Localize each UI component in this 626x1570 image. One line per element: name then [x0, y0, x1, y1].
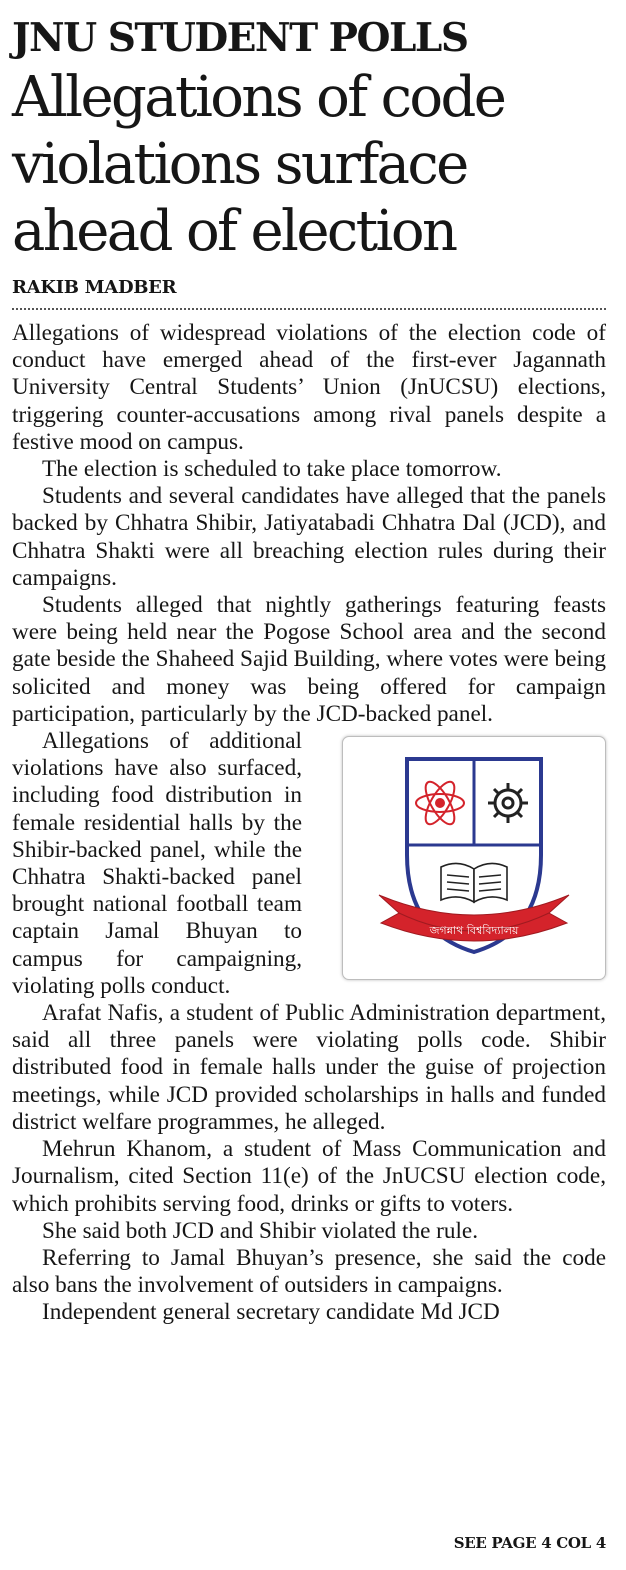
kicker: JNU STUDENT POLLS [12, 15, 468, 61]
paragraph-2: The election is scheduled to take place tomorrow. [42, 456, 502, 483]
paragraph-9: Referring to Jamal Bhuyan’s presence, she said the code also bans the involvement of outsiders in campaigns. [12, 1244, 606, 1299]
article-body [12, 320, 606, 1327]
article [12, 0, 606, 1327]
logo-banner-text: জগন্নাথ বিশ্ববিদ্যালয় [429, 924, 519, 938]
university-logo [342, 736, 606, 980]
paragraph-7: Mehrun Khanom, a student of Mass Communication and Journalism, cited Section 11(e) of the JnUCSU election code, which prohibits serving food, drinks or gifts to voters. [12, 1136, 606, 1217]
paragraph-4: Students alleged that nightly gatherings featuring feasts were being held near the Pogose School area and the second gate beside the Shaheed Sajid Building, where votes were being solicited and money was being offered for campaign participation, particularly by the JCD-backed panel. [12, 592, 606, 727]
paragraph-5: Allegations of additional violations have also surfaced, including food distribution in female residential halls by the Shibir-backed panel, while the Chhatra Shakti-backed panel brought national football team captain Jamal Bhuyan to campus for campaigning, violating polls conduct. [12, 728, 302, 999]
paragraph-3: Students and several candidates have alleged that the panels backed by Chhatra Shibir, Jatiyatabadi Chhatra Dal (JCD), and Chhatra Shakti were all breaching election rules during their campaigns. [12, 483, 606, 591]
byline: RAKIB MADBER [12, 277, 177, 298]
paragraph-10: Independent general secretary candidate Md JCD [42, 1299, 500, 1326]
paragraph-6: Arafat Nafis, a student of Public Administration department, said all three panels were violating polls code. Shibir distributed food in female halls under the guise of projection meetings, while JCD provided scholarships in halls and funded district welfare programmes, he alleged. [12, 1000, 606, 1135]
paragraph-1: Allegations of widespread violations of the election code of conduct have emerged ahead of the first-ever Jagannath University Central Students’ Union (JnUCSU) elections, triggering counter-accusations among rival panels despite a festive mood on campus. [12, 320, 606, 455]
paragraph-8: She said both JCD and Shibir violated the rule. [42, 1217, 478, 1244]
byline-divider [12, 308, 606, 310]
university-crest-icon [343, 737, 605, 979]
book-icon [441, 863, 507, 902]
headline: Allegations of code violations surface ahead of election [12, 65, 505, 264]
continuation-jump: SEE PAGE 4 COL 4 [453, 1534, 606, 1552]
